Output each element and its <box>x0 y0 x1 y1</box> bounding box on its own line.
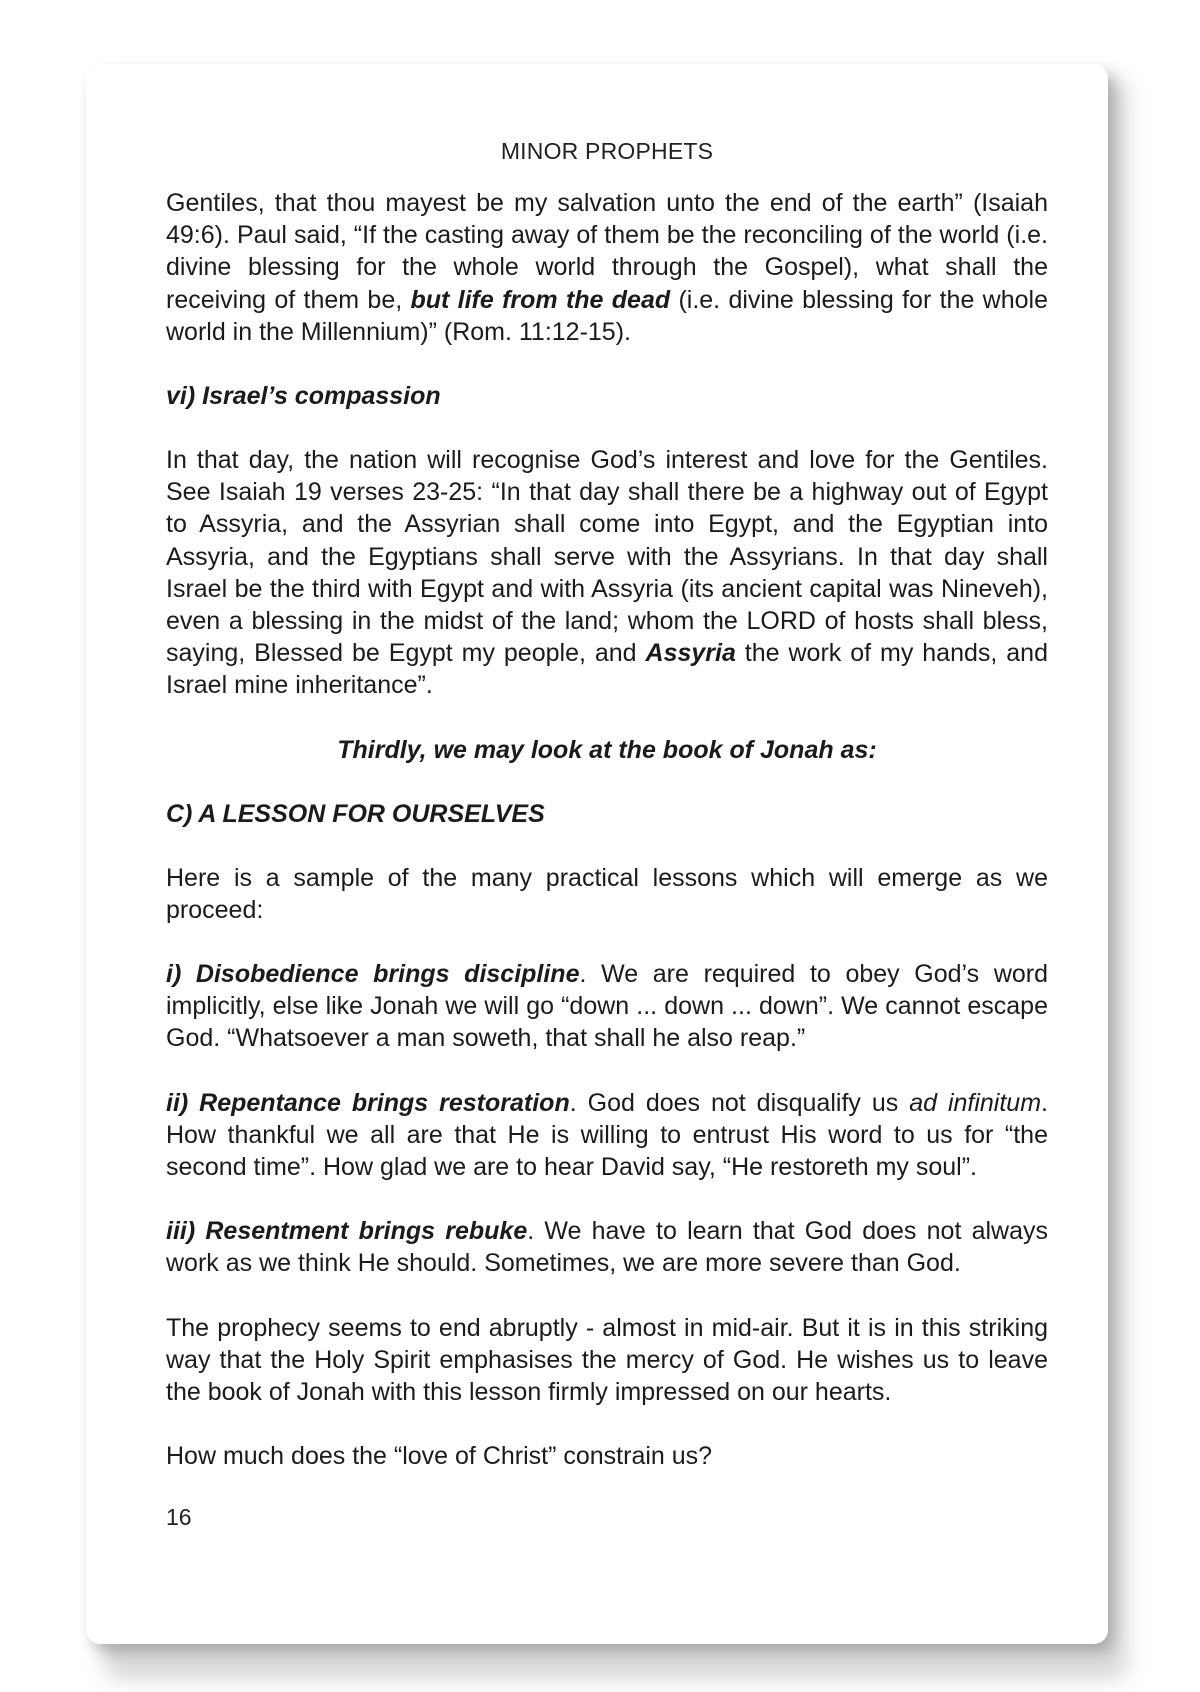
page-number: 16 <box>166 1504 192 1531</box>
lesson-disobedience <box>166 958 1048 1055</box>
paragraph-isaiah-19 <box>166 444 1048 702</box>
lesson-text: . God does not disqualify us <box>569 1088 910 1117</box>
lesson-text: . How thankful we all are that He is willing to entrust His word to us for “the second time”. How glad we are to hear David say, “He restoreth my soul”. <box>166 1088 1048 1182</box>
latin-phrase: ad infinitum <box>909 1088 1042 1117</box>
section-heading-c: C) A LESSON FOR OURSELVES <box>166 799 545 828</box>
section-heading-vi: vi) Israel’s compassion <box>166 382 441 411</box>
paragraph-prophecy-end: The prophecy seems to end abruptly - almost in mid-air. But it is in this striking way that the Holy Spirit emphasises the mercy of God. He wishes us to leave the book of Jonah with this lesson firmly impressed on our hearts. <box>166 1313 1048 1407</box>
paragraph-isaiah-romans <box>166 187 1048 348</box>
lesson-resentment <box>166 1215 1048 1279</box>
paragraph-intro-lessons: Here is a sample of the many practical lessons which will emerge as we proceed: <box>166 863 1048 924</box>
running-header: MINOR PROPHETS <box>500 138 714 164</box>
text-run: (i.e. divine blessing for the whole world in the Millennium)” (Rom. 11:12-15). <box>166 285 1048 346</box>
lesson-text: . We have to learn that God does not always work as we think He should. Sometimes, we are more severe than God. <box>166 1217 1048 1278</box>
lesson-title: i) Disobedience brings discipline <box>166 960 580 989</box>
lesson-title: iii) Resentment brings rebuke <box>166 1217 528 1246</box>
centered-heading-thirdly: Thirdly, we may look at the book of Jonah as: <box>337 735 877 764</box>
page-content <box>166 138 1048 1531</box>
lesson-repentance <box>166 1087 1048 1184</box>
text-run: Gentiles, that thou mayest be my salvation unto the end of the earth” (Isaiah 49:6). Paul said, “If the casting away of them be the reconciling of the world (i.e. divine blessing for the whole world through the Gospel), what shall the receiving of them be, <box>166 189 1048 314</box>
text-run: In that day, the nation will recognise God’s interest and love for the Gentiles. See Isaiah 19 verses 23-25: “In that day shall there be a highway out of Egypt to Assyria, and the Assyrian shall come into Egypt, and the Egyptian into Assyria, and the Egyptians shall serve with the Assyrians. In that day shall Israel be the third with Egypt and with Assyria (its ancient capital was Nineveh), even a blessing in the midst of the land; whom the LORD of hosts shall bless, saying, Blessed be Egypt my people, and <box>166 446 1048 668</box>
emphasis-text: but life from the dead <box>410 285 671 314</box>
book-page <box>86 64 1108 1644</box>
lesson-title: ii) Repentance brings restoration <box>166 1088 570 1117</box>
text-run: the work of my hands, and Israel mine inheritance”. <box>166 639 1048 700</box>
paragraph-closing-question: How much does the “love of Christ” constrain us? <box>166 1442 713 1471</box>
lesson-text: . We are required to obey God’s word implicitly, else like Jonah we will go “down ... down ... down”. We cannot escape God. “Whatsoever a man soweth, that shall he also reap.” <box>166 960 1049 1053</box>
emphasis-text: Assyria <box>645 639 736 668</box>
